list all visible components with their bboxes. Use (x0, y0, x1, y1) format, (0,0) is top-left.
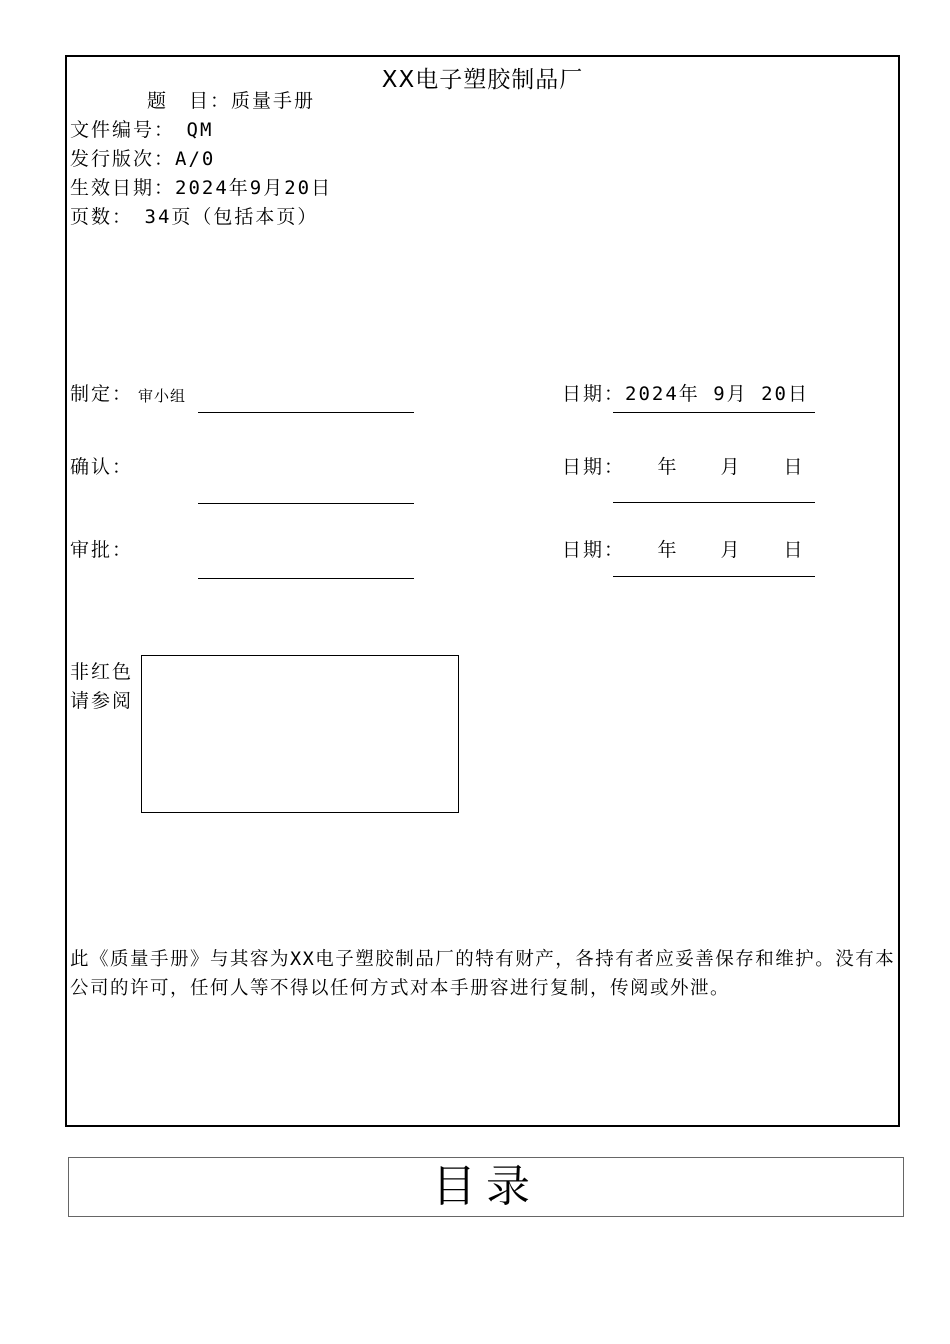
confirm-date-line (613, 502, 815, 503)
confirm-date: 日期： 年 月 日 (562, 456, 805, 478)
prepared-date: 日期：2024年 9月 20日 (562, 383, 809, 405)
prepared-date-line (613, 412, 815, 413)
company-title: XX电子塑胶制品厂 (381, 67, 584, 93)
doc-number-line: 文件编号： QM (70, 119, 214, 141)
approve-date: 日期： 年 月 日 (562, 539, 805, 561)
prepared-label: 制定： (70, 383, 134, 405)
prepared-by: 审小组 (138, 387, 187, 405)
approve-label: 审批： (70, 539, 134, 561)
prepared-signature-line (198, 412, 414, 413)
version-line: 发行版次：A/0 (70, 148, 216, 170)
refer-note: 请参阅 (70, 690, 134, 712)
red-text-note: 非红色 (70, 661, 134, 683)
page-count-line: 页数： 34页（包括本页） (70, 206, 319, 228)
approve-signature-line (198, 578, 414, 579)
confidentiality-notice: 此《质量手册》与其容为XX电子塑胶制品厂的特有财产，各持有者应妥善保存和维护。没有本公司的许可，任何人等不得以任何方式对本手册容进行复制，传阅或外泄。 (70, 949, 896, 999)
effective-date-line: 生效日期：2024年9月20日 (70, 177, 333, 199)
subject-line: 题 目：质量手册 (147, 90, 316, 112)
confirm-signature-line (198, 503, 414, 504)
toc-title: 目录 (432, 1161, 540, 1212)
overlay-box (141, 655, 459, 813)
confirm-label: 确认： (70, 456, 134, 478)
toc-header (68, 1157, 904, 1217)
cover-page (65, 55, 900, 1127)
approve-date-line (613, 576, 815, 577)
